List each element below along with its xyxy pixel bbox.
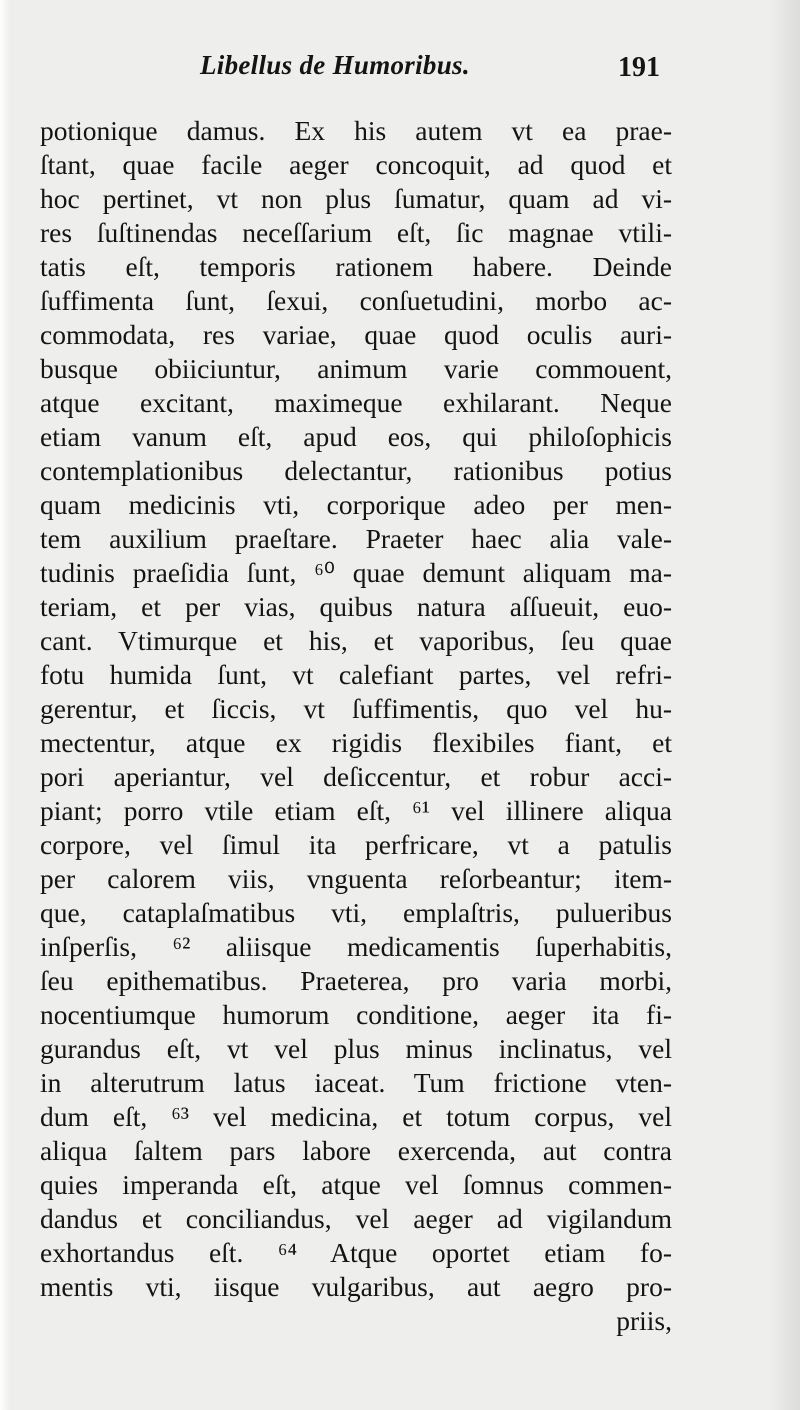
page-edge-shadow-right	[770, 0, 800, 1410]
page-edge-shadow-left	[0, 0, 10, 1410]
text-line: per calorem viis, vnguenta reſorbeantur; item-	[40, 863, 672, 894]
text-line: quam medicinis vti, corporique adeo per men-	[40, 489, 672, 520]
text-line: fotu humida ſunt, vt calefiant partes, vel refri-	[40, 659, 672, 690]
text-line: gurandus eſt, vt vel plus minus inclinatus, vel	[40, 1033, 672, 1064]
text-line: hoc pertinet, vt non plus ſumatur, quam ad vi-	[40, 183, 672, 214]
text-line: ſuffimenta ſunt, ſexui, conſuetudini, morbo ac-	[40, 285, 672, 316]
text-line: contemplationibus delectantur, rationibus potius	[40, 455, 672, 486]
text-line: mentis vti, iisque vulgaribus, aut aegro pro-	[40, 1271, 672, 1302]
text-line: quies imperanda eſt, atque vel ſomnus commen-	[40, 1169, 672, 1200]
text-line: corpore, vel ſimul ita perfricare, vt a patulis	[40, 829, 672, 860]
text-line: dandus et conciliandus, vel aeger ad vigilandum	[40, 1203, 672, 1234]
text-line: in alterutrum latus iaceat. Tum frictione vten-	[40, 1067, 672, 1098]
text-line: tatis eſt, temporis rationem habere. Deinde	[40, 251, 672, 282]
text-line: ſeu epithematibus. Praeterea, pro varia morbi,	[40, 965, 672, 996]
text-line: aliqua ſaltem pars labore exercenda, aut contra	[40, 1135, 672, 1166]
text-line: que, cataplaſmatibus vti, emplaſtris, pulueribus	[40, 897, 672, 928]
text-line: atque excitant, maximeque exhilarant. Neque	[40, 387, 672, 418]
text-line: commodata, res variae, quae quod oculis auri-	[40, 319, 672, 350]
text-line: busque obiiciuntur, animum varie commouent,	[40, 353, 672, 384]
text-line: res ſuſtinendas neceſſarium eſt, ſic magnae vtili-	[40, 217, 672, 248]
running-title: Libellus de Humoribus.	[200, 50, 470, 80]
text-line: tudinis praeſidia ſunt, ⁶⁰ quae demunt aliquam ma-	[40, 557, 672, 588]
text-line: etiam vanum eſt, apud eos, qui philoſophicis	[40, 421, 672, 452]
text-line: nocentiumque humorum conditione, aeger ita fi-	[40, 999, 672, 1030]
text-line: potionique damus. Ex his autem vt ea prae-	[40, 115, 672, 146]
text-line: tem auxilium praeſtare. Praeter haec alia vale-	[40, 523, 672, 554]
text-line: dum eſt, ⁶³ vel medicina, et totum corpus, vel	[40, 1101, 672, 1132]
text-line: piant; porro vtile etiam eſt, ⁶¹ vel illinere aliqua	[40, 795, 672, 826]
page-header	[0, 50, 800, 90]
page-number: 191	[618, 52, 660, 83]
text-line: gerentur, et ſiccis, vt ſuffimentis, quo vel hu-	[40, 693, 672, 724]
text-line: ſtant, quae facile aeger concoquit, ad quod et	[40, 149, 672, 180]
text-line: cant. Vtimurque et his, et vaporibus, ſeu quae	[40, 625, 672, 656]
text-line: inſperſis, ⁶² aliisque medicamentis ſuperhabitis,	[40, 931, 672, 962]
text-line: teriam, et per vias, quibus natura aſſueuit, euo-	[40, 591, 672, 622]
text-line: mectentur, atque ex rigidis flexibiles fiant, et	[40, 727, 672, 758]
text-line: pori aperiantur, vel deſiccentur, et robur acci-	[40, 761, 672, 792]
text-line-catchword: priis,	[616, 1305, 672, 1336]
text-line: exhortandus eſt. ⁶⁴ Atque oportet etiam fo-	[40, 1237, 672, 1268]
